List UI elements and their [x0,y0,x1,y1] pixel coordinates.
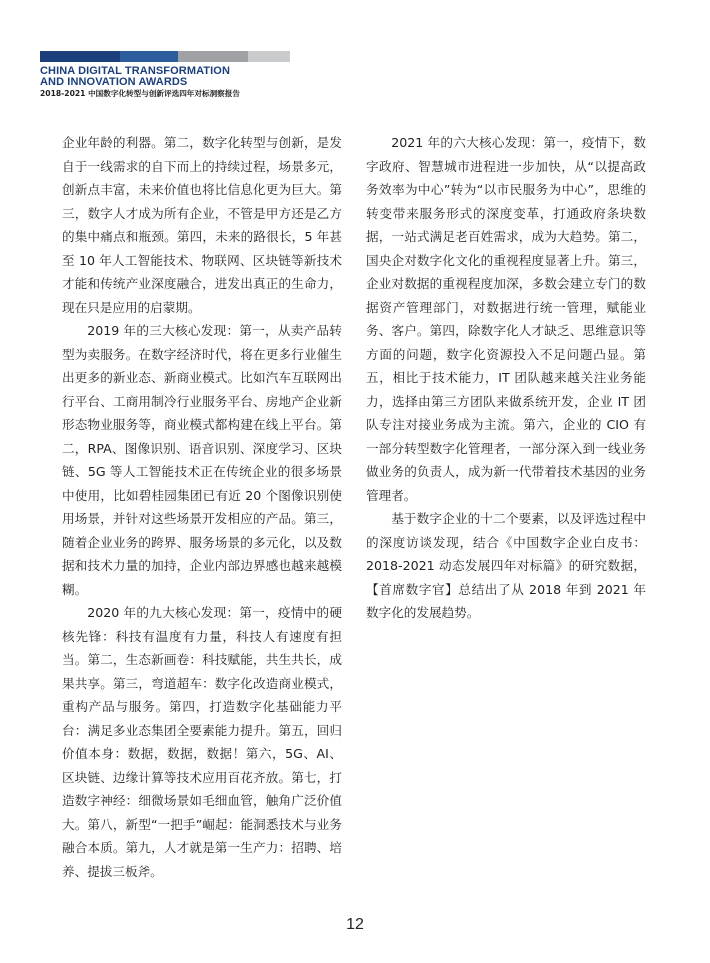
body-paragraph-2021-findings: 2021 年的六大核心发现：第一，疫情下，数字政府、智慧城市进程进一步加快，从“以提高政务效率为中心”转为“以市民服务为中心”，思维的转变带来服务形式的深度变革，打通政府条块数据，一站式满足老百姓需求，成为大趋势。第二，国央企对数字化文化的重视程度显著上升。第三，企业对数据的重视程度加深，多数会建立专门的数据资产管理部门，对数据进行统一管理，赋能业务、客户。第四，除数字化人才缺乏、思维意识等方面的问题，数字化资源投入不足问题凸显。第五，相比于技术能力，IT 团队越来越关注业务能力，选择由第三方团队来做系统开发，企业 IT 团队专注对接业务成为主流。第六，企业的 CIO 有一部分转型数字化管理者，一部分深入到一线业务做业务的负责人，成为新一代带着技术基因的业务管理者。 [366,135,646,503]
page-header [0,0,710,110]
body-paragraph-summary: 基于数字企业的十二个要素，以及评选过程中的深度访谈发现，结合《中国数字企业白皮书：2018-2021 动态发展四年对标篇》的研究数据，【首席数字官】总结出了从 2018 年到 2021 年数字化的发展趋势。 [366,511,646,620]
brand-bar-light-gray-segment [248,51,290,62]
right-text-column [366,131,646,625]
brand-bar-blue-segment [120,51,178,62]
brand-bar-navy-segment [40,51,120,62]
report-subtitle: 2018-2021 中国数字化转型与创新评选四年对标洞察报告 [40,89,240,98]
brand-bar-gray-segment [178,51,248,62]
body-paragraph-2019-findings: 2019 年的三大核心发现：第一，从卖产品转型为卖服务。在数字经济时代，将在更多行业催生出更多的新业态、新商业模式。比如汽车互联网出行平台、工商用制冷行业服务平台、房地产企业新形态物业服务等，商业模式都构建在线上平台。第二，RPA、图像识别、语音识别、深度学习、区块链、5G 等人工智能技术正在传统企业的很多场景中使用，比如碧桂园集团已有近 20 个图像识别使用场景，并针对这些场景开发相应的产品。第三，随着企业业务的跨界、服务场景的多元化，以及数据和技术力量的加持，企业内部边界感也越来越模糊。 [62,323,342,597]
brand-title-line-1: CHINA DIGITAL TRANSFORMATION [40,65,230,77]
body-paragraph-2020-findings: 2020 年的九大核心发现：第一，疫情中的硬核先锋：科技有温度有力量，科技人有速度有担当。第二，生态新画卷：科技赋能，共生共长，成果共享。第三，弯道超车：数字化改造商业模式，重构产品与服务。第四，打造数字化基础能力平台：满足多业态集团全要素能力提升。第五，回归价值本身：数据，数据，数据！第六，5G、AI、区块链、边缘计算等技术应用百花齐放。第七，打造数字神经：细微场景如毛细血管，触角广泛价值大。第八，新型“一把手”崛起：能洞悉技术与业务融合本质。第九，人才就是第一生产力：招聘、培养、提拔三板斧。 [62,605,342,879]
brand-color-bar [40,51,290,62]
page-number: 12 [346,916,364,933]
brand-title-line-2: AND INNOVATION AWARDS [40,76,188,88]
body-paragraph-continued: 企业年龄的利器。第二，数字化转型与创新，是发自于一线需求的自下而上的持续过程，场景多元，创新点丰富，未来价值也将比信息化更为巨大。第三，数字人才成为所有企业，不管是甲方还是乙方的集中痛点和瓶颈。第四，未来的路很长，5 年甚至 10 年人工智能技术、物联网、区块链等新技术才能和传统产业深度融合，进发出真正的生命力，现在只是应用的启蒙期。 [62,135,342,315]
left-text-column [62,131,342,883]
